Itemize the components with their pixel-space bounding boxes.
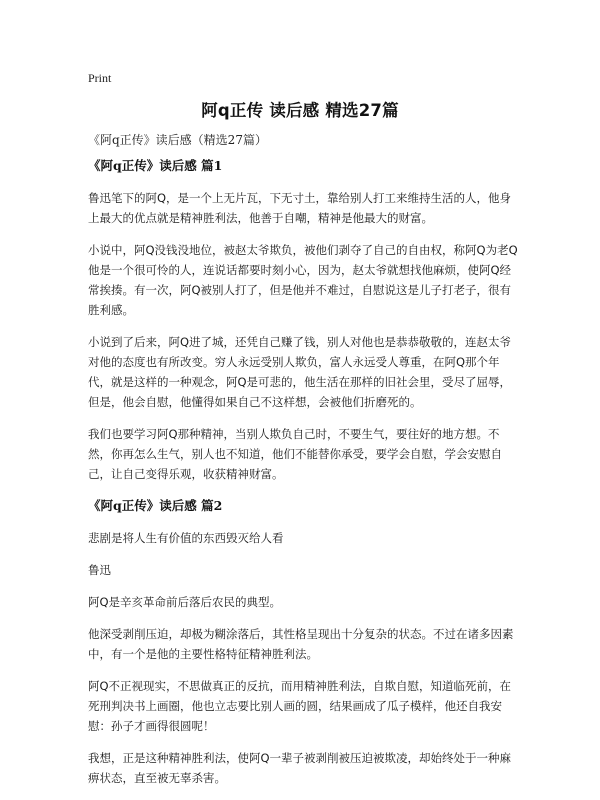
essay-section-2 [88,496,518,788]
paragraph: 我们也要学习阿Q那种精神，当别人欺负自己时，不要生气，要往好的地方想。不然，你再怎么生气，别人也不知道，他们不能替你承受，要学会自慰，学会安慰自己，让自己变得乐观，收获精神财富。 [88,427,502,481]
paragraph: 鲁迅笔下的阿Q，是一个上无片瓦，下无寸土，靠给别人打工来维持生活的人，他身上最大的优点就是精神胜利法，他善于自嘲，精神是他最大的财富。 [88,191,512,225]
epigraph: 悲剧是将人生有价值的东西毁灭给人看 [88,531,284,545]
paragraph: 小说中，阿Q没钱没地位，被赵太爷欺负，被他们剥夺了自己的自由权，称阿Q为老Q他是一个很可怜的人，连说话都要时刻小心，因为，赵太爷就想找他麻烦，使阿Q经常挨揍。有一次，阿Q被别人打了，但是他并不难过，自慰说这是儿子打老子，很有胜利感。 [88,243,518,317]
paragraph: 我想，正是这种精神胜利法，使阿Q一辈子被剥削被压迫被欺凌，却始终处于一种麻痹状态，直至被无辜杀害。 [88,751,512,785]
article-body [88,156,518,800]
epigraph-author: 鲁迅 [88,563,111,577]
essay-section-1 [88,156,518,484]
paragraph: 阿Q不正视现实，不思做真正的反抗，而用精神胜利法，自欺自慰，知道临死前，在死刑判决书上画圈，他也立志要比别人画的圆，结果画成了瓜子模样，他还自我安慰：孙子才画得很圆呢！ [88,679,512,733]
page-title: 阿q正传 读后感 精选27篇 [201,101,399,120]
document-subtitle: 《阿q正传》读后感（精选27篇） [88,133,267,147]
paragraph: 他深受剥削压迫，却极为糊涂落后，其性格呈现出十分复杂的状态。不过在诸多因素中，有一个是他的主要性格特征精神胜利法。 [88,627,514,661]
print-link[interactable]: Print [88,71,112,85]
section-heading: 《阿q正传》读后感 篇1 [88,158,223,173]
paragraph: 小说到了后来，阿Q进了城，还凭自己赚了钱，别人对他也是恭恭敬敬的，连赵太爷对他的态度也有所改变。穷人永远受别人欺负，富人永远受人尊重，在阿Q那个年代，就是这样的一种观念，阿Q是可悲的，他生活在那样的旧社会里，受尽了屈辱，但是，他会自慰，他懂得如果自己不这样想，会被他们折磨死的。 [88,335,512,409]
paragraph: 阿Q是辛亥革命前后落后农民的典型。 [88,595,282,609]
section-heading: 《阿q正传》读后感 篇2 [88,498,223,513]
